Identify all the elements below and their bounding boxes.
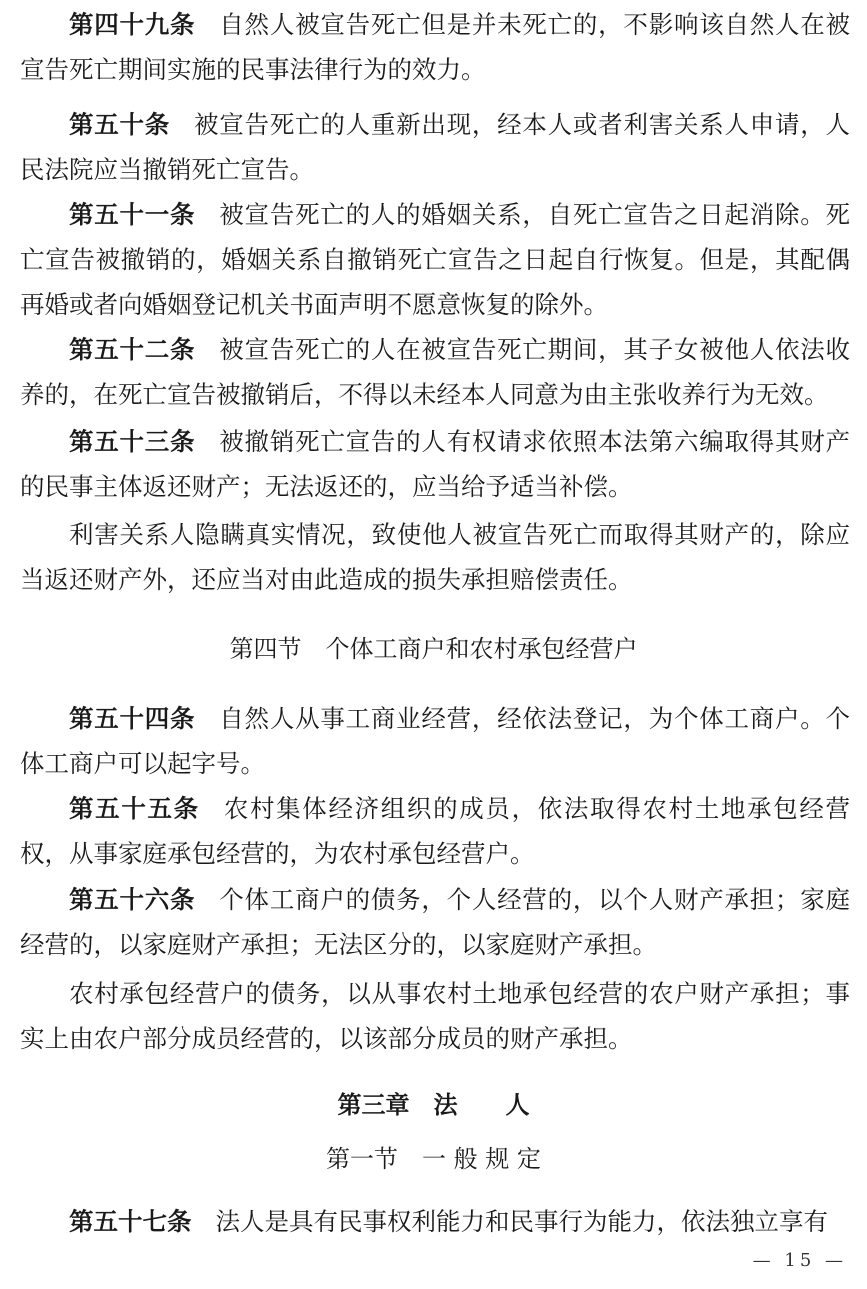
article-number: 第四十九条 <box>69 10 196 39</box>
article-56 <box>20 877 850 967</box>
article-number: 第五十七条 <box>69 1207 192 1236</box>
article-text: 个体工商户的债务，个人经营的，以个人财产承担；家庭经营的，以家庭财产承担；无法区分的，以家庭财产承担。 <box>20 885 851 959</box>
article-number: 第五十五条 <box>69 794 200 823</box>
article-49 <box>20 2 850 92</box>
article-54 <box>20 696 850 786</box>
article-text: 利害关系人隐瞒真实情况，致使他人被宣告死亡而取得其财产的，除应当返还财产外，还应当对由此造成的损失承担赔偿责任。 <box>20 520 850 594</box>
article-number: 第五十六条 <box>69 885 196 914</box>
article-text: 农村集体经济组织的成员，依法取得农村土地承包经营权，从事家庭承包经营的，为农村承包经营户。 <box>20 794 851 868</box>
article-number: 第五十条 <box>69 110 171 139</box>
article-text: 自然人从事工商业经营，经依法登记，为个体工商户。个体工商户可以起字号。 <box>20 704 851 778</box>
article-text: 农村承包经营户的债务，以从事农村土地承包经营的农户财产承担；事实上由农户部分成员经营的，以该部分成员的财产承担。 <box>20 979 850 1053</box>
article-53 <box>20 419 850 509</box>
article-51 <box>20 192 850 327</box>
article-57 <box>20 1199 850 1244</box>
section-heading-1: 第一节 一 般 规 定 <box>326 1145 541 1173</box>
article-number: 第五十四条 <box>69 704 196 733</box>
article-text: 被撤销死亡宣告的人有权请求依照本法第六编取得其财产的民事主体返还财产；无法返还的，应当给予适当补偿。 <box>20 427 851 501</box>
article-text: 法人是具有民事权利能力和民事行为能力，依法独立享有 <box>215 1207 828 1236</box>
article-text: 自然人被宣告死亡但是并未死亡的，不影响该自然人在被宣告死亡期间实施的民事法律行为的效力。 <box>20 10 851 84</box>
chapter-heading-3: 第三章 法 人 <box>337 1091 530 1119</box>
article-text: 被宣告死亡的人重新出现，经本人或者利害关系人申请，人民法院应当撤销死亡宣告。 <box>20 110 851 184</box>
article-53-paragraph-2 <box>20 512 850 602</box>
article-text: 被宣告死亡的人的婚姻关系，自死亡宣告之日起消除。死亡宣告被撤销的，婚姻关系自撤销死亡宣告之日起自行恢复。但是，其配偶再婚或者向婚姻登记机关书面声明不愿意恢复的除外。 <box>20 200 851 319</box>
article-52 <box>20 327 850 417</box>
article-number: 第五十三条 <box>69 427 196 456</box>
section-heading-4: 第四节 个体工商户和农村承包经营户 <box>229 635 638 663</box>
article-number: 第五十一条 <box>69 200 196 229</box>
article-number: 第五十二条 <box>69 335 196 364</box>
article-55 <box>20 786 850 876</box>
article-56-paragraph-2 <box>20 971 850 1061</box>
article-50 <box>20 102 850 192</box>
page-number: — 15 — <box>752 1250 847 1271</box>
article-text: 被宣告死亡的人在被宣告死亡期间，其子女被他人依法收养的，在死亡宣告被撤销后，不得以未经本人同意为由主张收养行为无效。 <box>20 335 851 409</box>
